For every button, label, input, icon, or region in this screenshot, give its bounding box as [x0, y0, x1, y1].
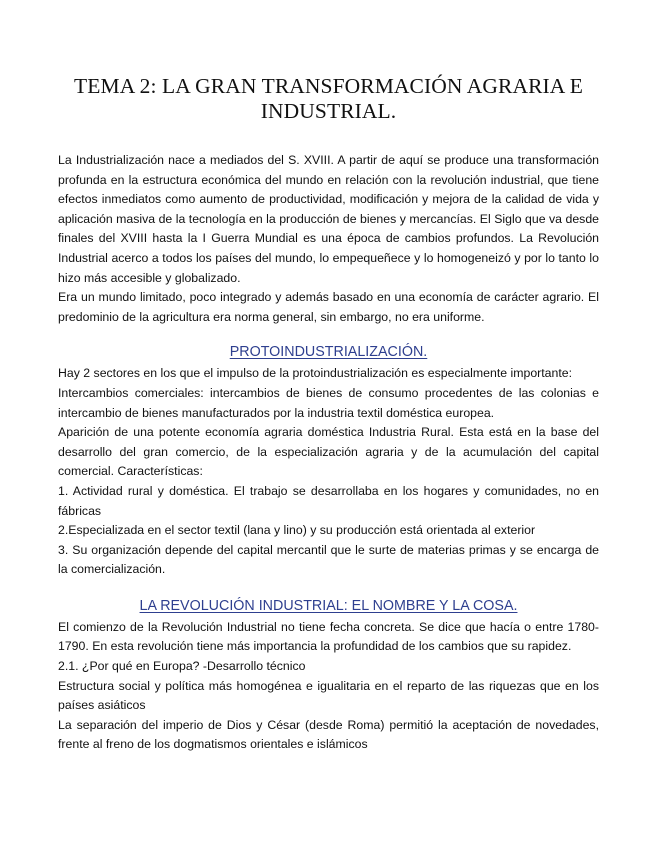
section-revolucion-industrial	[58, 597, 599, 755]
revolucion-paragraph-2: Estructura social y política más homogénea e igualitaria en el reparto de las riquezas que en los países asiáticos	[58, 678, 599, 713]
section-heading-revolucion-industrial: LA REVOLUCIÓN INDUSTRIAL: EL NOMBRE Y LA COSA.	[139, 597, 518, 614]
revolucion-paragraph-1: El comienzo de la Revolución Industrial no tiene fecha concreta. Se dice que hacía o entre 1780-1790. En esta revolución tiene más importancia la profundidad de los cambios que su rapidez.	[58, 619, 599, 654]
section-heading-protoindustrializacion: PROTOINDUSTRIALIZACIÓN.	[229, 344, 428, 361]
proto-characteristic-1: 1. Actividad rural y doméstica. El trabajo se desarrollaba en los hogares y comunidades, no en fábricas	[58, 483, 599, 518]
proto-characteristic-2: 2.Especializada en el sector textil (lana y lino) y su producción está orientada al exterior	[58, 523, 536, 538]
proto-paragraph-2: Intercambios comerciales: intercambios de bienes de consumo procedentes de las colonias e intercambio de bienes manufacturados por la industria textil doméstica europea.	[58, 385, 599, 420]
section-protoindustrializacion	[58, 343, 599, 580]
revolucion-subheading-2-1: 2.1. ¿Por qué en Europa? -Desarrollo técnico	[58, 659, 306, 674]
intro-section	[58, 151, 599, 327]
intro-paragraph-2: Era un mundo limitado, poco integrado y además basado en una economía de carácter agrario. El predominio de la agricultura era norma general, sin embargo, no era uniforme.	[58, 290, 599, 324]
document-title: TEMA 2: LA GRAN TRANSFORMACIÓN AGRARIA E INDUSTRIAL.	[74, 74, 583, 123]
proto-paragraph-1: Hay 2 sectores en los que el impulso de la protoindustrialización es especialmente importante:	[58, 366, 573, 381]
proto-paragraph-3: Aparición de una potente economía agraria doméstica Industria Rural. Esta está en la base del desarrollo del gran comercio, de la especialización agraria y de la acumulación del capital comercial. Características:	[58, 425, 599, 479]
intro-paragraph-1: La Industrialización nace a mediados del S. XVIII. A partir de aquí se produce una transformación profunda en la estructura económica del mundo en relación con la revolución industrial, que tiene efectos inmediatos como aumento de productividad, modificación y mejora de la calidad de vida y aplicación masiva de la tecnología en la producción de bienes y mercancías. El Siglo que va desde finales del XVIII hasta la I Guerra Mundial es una época de cambios profundos. La Revolución Industrial acerco a todos los países del mundo, lo empequeñece y lo homogeneizó y por lo tanto lo hizo más accesible y globalizado.	[58, 153, 599, 285]
proto-characteristic-3: 3. Su organización depende del capital mercantil que le surte de materias primas y se encarga de la comercialización.	[58, 542, 599, 577]
revolucion-paragraph-3: La separación del imperio de Dios y César (desde Roma) permitió la aceptación de novedades, frente al freno de los dogmatismos orientales e islámicos	[58, 717, 599, 752]
